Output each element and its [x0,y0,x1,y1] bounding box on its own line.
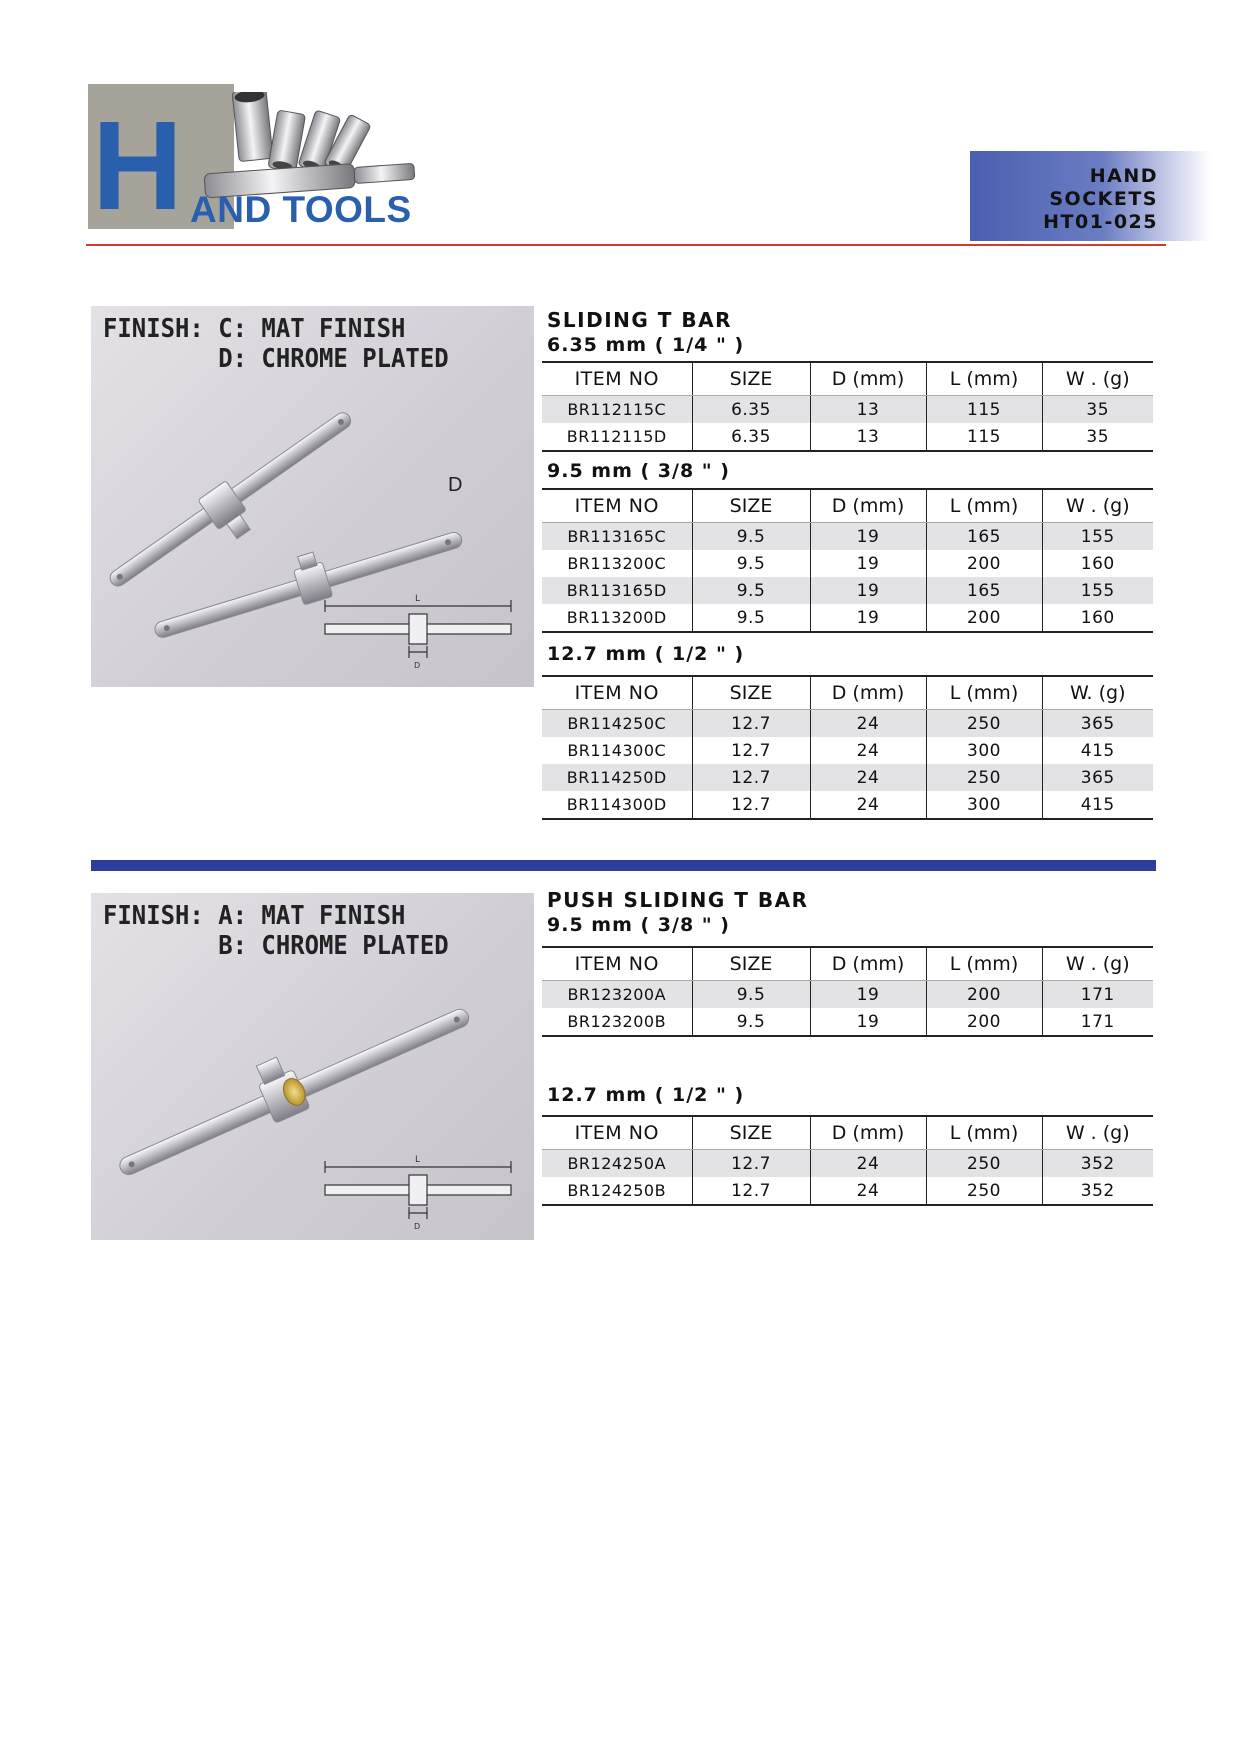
cell-item-no: BR114300D [542,791,692,819]
cell-l: 200 [926,604,1042,632]
section-tab [970,151,1210,241]
finish-line-2: B: CHROME PLATED [103,931,449,961]
dimension-diagram [325,1161,511,1219]
table-row [542,737,1153,764]
cell-item-no: BR123200A [542,981,692,1009]
col-w: W . (g) [1042,947,1153,981]
cell-l: 250 [926,1150,1042,1178]
cell-l: 300 [926,737,1042,764]
cell-w: 160 [1042,550,1153,577]
cell-size: 9.5 [692,550,810,577]
table-subtitle: 12.7 mm ( 1/2 " ) [547,1084,745,1106]
col-item-no: ITEM NO [542,947,692,981]
col-size: SIZE [692,947,810,981]
socket-set-icon [200,92,430,202]
length-label: L [415,1155,421,1165]
table-row [542,523,1153,551]
col-d: D (mm) [810,676,926,710]
cell-item-no: BR124250B [542,1177,692,1205]
table-row [542,1008,1153,1036]
cell-size: 9.5 [692,1008,810,1036]
cell-d: 24 [810,737,926,764]
col-item-no: ITEM NO [542,1116,692,1150]
col-l: L (mm) [926,1116,1042,1150]
col-w: W . (g) [1042,489,1153,523]
cell-item-no: BR113165D [542,577,692,604]
table-subtitle: 12.7 mm ( 1/2 " ) [547,643,745,665]
col-d: D (mm) [810,1116,926,1150]
col-w: W . (g) [1042,362,1153,396]
section-title: SLIDING T BAR [547,308,732,332]
variant-tag: D [448,474,463,496]
cell-d: 13 [810,423,926,451]
col-l: L (mm) [926,489,1042,523]
spec-table-12-7mm [542,675,1153,820]
push-sliding-t-bar-photo [91,893,534,1240]
col-d: D (mm) [810,362,926,396]
header-rule [86,244,1166,246]
dimension-diagram [325,600,511,658]
col-size: SIZE [692,1116,810,1150]
cell-l: 250 [926,764,1042,791]
col-size: SIZE [692,489,810,523]
table-row [542,604,1153,632]
spec-table-9-5mm [542,488,1153,633]
table-row [542,710,1153,738]
cell-size: 12.7 [692,1150,810,1178]
cell-size: 12.7 [692,710,810,738]
col-size: SIZE [692,362,810,396]
cell-w: 171 [1042,1008,1153,1036]
col-item-no: ITEM NO [542,676,692,710]
cell-size: 9.5 [692,577,810,604]
cell-d: 24 [810,710,926,738]
cell-w: 35 [1042,396,1153,424]
drive-label: D [414,661,421,670]
cell-l: 165 [926,577,1042,604]
cell-size: 6.35 [692,423,810,451]
cell-d: 19 [810,523,926,551]
finish-note [103,901,449,961]
hand-tools-logo [88,84,433,236]
cell-d: 19 [810,604,926,632]
cell-item-no: BR114250C [542,710,692,738]
cell-item-no: BR113200D [542,604,692,632]
cell-item-no: BR113200C [567,554,667,573]
spec-table-6-35mm [542,361,1153,452]
col-w: W . (g) [1042,1116,1153,1150]
table-header-row [542,489,1153,523]
cell-item-no: BR113165C [542,523,692,551]
cell-w: 171 [1042,981,1153,1009]
cell-d: 24 [810,764,926,791]
cell-d: 19 [810,1008,926,1036]
table-row [542,423,1153,451]
cell-item-no: BR112115D [542,423,692,451]
cell-l: 115 [926,423,1042,451]
col-item-no: ITEM NO [542,362,692,396]
table-row [542,791,1153,819]
cell-w: 415 [1042,791,1153,819]
logo-letter: H [92,95,181,236]
spec-table-push-9-5mm [542,946,1153,1037]
cell-d: 13 [810,396,926,424]
cell-w: 365 [1042,710,1153,738]
table-header-row [542,362,1153,396]
table-subtitle: 6.35 mm ( 1/4 " ) [547,334,745,356]
cell-size: 9.5 [692,981,810,1009]
cell-d: 19 [810,577,926,604]
cell-l: 300 [926,791,1042,819]
cell-d: 24 [810,791,926,819]
cell-w: 155 [1042,577,1153,604]
cell-size: 6.35 [692,396,810,424]
table-row [542,981,1153,1009]
cell-w: 35 [1042,423,1153,451]
spec-table-push-12-7mm [542,1115,1153,1206]
cell-d: 24 [810,1177,926,1205]
section-title: PUSH SLIDING T BAR [547,888,809,912]
table-subtitle: 9.5 mm ( 3/8 " ) [547,914,730,936]
cell-item-no: BR112115C [542,396,692,424]
col-l: L (mm) [926,676,1042,710]
section-line-code: HT01-025 [1043,211,1158,233]
cell-w: 155 [1042,523,1153,551]
section-line-category: HAND [1089,165,1158,187]
cell-size: 12.7 [692,791,810,819]
col-l: L (mm) [926,947,1042,981]
cell-l: 200 [926,1008,1042,1036]
finish-note [103,314,449,374]
table-header-row [542,947,1153,981]
table-row [542,1177,1153,1205]
col-l: L (mm) [926,362,1042,396]
cell-d: 19 [810,981,926,1009]
col-size: SIZE [692,676,810,710]
table-row [542,550,1153,577]
table-row [542,1150,1153,1178]
drive-label: D [414,1222,421,1231]
cell-w: 352 [1042,1150,1153,1178]
cell-size: 12.7 [692,764,810,791]
cell-size: 12.7 [692,1177,810,1205]
finish-line-1: FINISH: C: MAT FINISH [103,314,406,344]
length-label: L [415,594,421,604]
cell-l: 200 [926,981,1042,1009]
cell-item-no: BR114300C [567,741,667,760]
cell-item-no: BR123200B [542,1008,692,1036]
cell-w: 352 [1042,1177,1153,1205]
cell-d: 19 [810,550,926,577]
cell-l: 250 [926,710,1042,738]
sliding-t-bar-photo [91,306,534,687]
cell-w: 160 [1042,604,1153,632]
col-item-no: ITEM NO [542,489,692,523]
cell-l: 200 [926,550,1042,577]
cell-item-no: BR124250A [542,1150,692,1178]
cell-l: 115 [926,396,1042,424]
col-d: D (mm) [810,947,926,981]
col-w: W. (g) [1042,676,1153,710]
table-header-row [542,1116,1153,1150]
cell-w: 365 [1042,764,1153,791]
cell-l: 250 [926,1177,1042,1205]
section-line-subcategory: SOCKETS [1049,188,1158,210]
logo-text: AND TOOLS [190,189,412,230]
table-row [542,764,1153,791]
finish-line-1: FINISH: A: MAT FINISH [103,901,406,931]
cell-w: 415 [1042,737,1153,764]
cell-size: 9.5 [692,604,810,632]
cell-size: 9.5 [692,523,810,551]
cell-item-no: BR114250D [542,764,692,791]
table-header-row [542,676,1153,710]
table-subtitle: 9.5 mm ( 3/8 " ) [547,460,730,482]
col-d: D (mm) [810,489,926,523]
table-row [542,396,1153,424]
cell-size: 12.7 [692,737,810,764]
cell-d: 24 [810,1150,926,1178]
section-divider [91,860,1156,871]
table-row [542,577,1153,604]
cell-l: 165 [926,523,1042,551]
finish-line-2: D: CHROME PLATED [103,344,449,374]
